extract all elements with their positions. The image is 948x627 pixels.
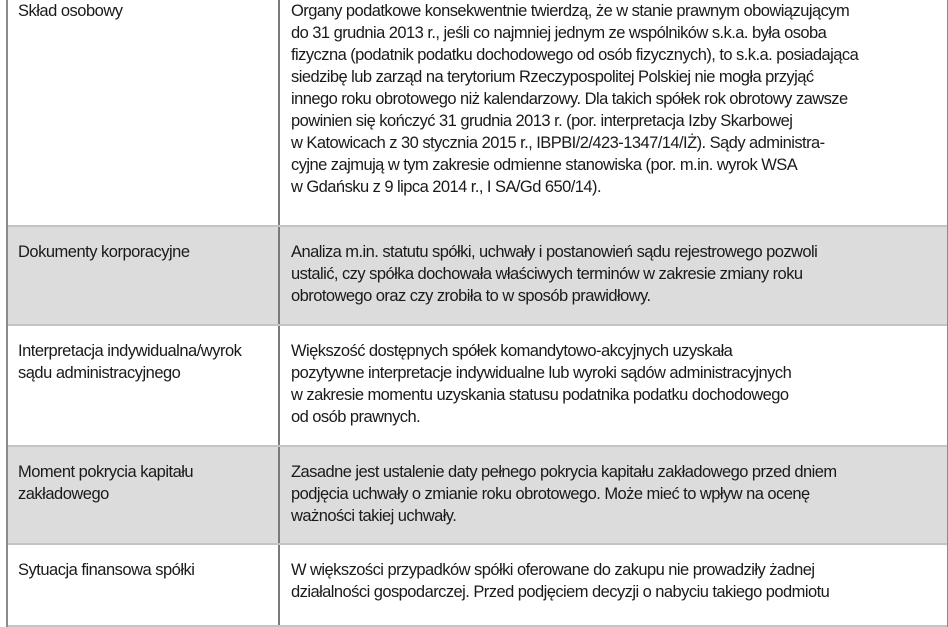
content-line: powinien się kończyć 31 grudnia 2013 r. (por. interpretacja Izby Skarbowej — [291, 112, 793, 130]
content-line: Analiza m.in. statutu spółki, uchwały i postanowień sądu rejestrowego pozwoli — [291, 243, 818, 261]
content-line: Organy podatkowe konsekwentnie twierdzą, że w stanie prawnym obowiązującym — [291, 2, 850, 20]
row-content-cell — [280, 0, 947, 225]
content-line: siedzibę lub zarząd na terytorium Rzeczypospolitej Polskiej nie mogła przyjąć — [291, 68, 814, 86]
table-row-sytuacja-finansowa — [8, 545, 947, 627]
content-line: fizyczna (podatnik podatku dochodowego od osób fizycznych), to s.k.a. posiadająca — [291, 46, 859, 64]
content-line: w Gdańsku z 9 lipca 2014 r., I SA/Gd 650/14). — [291, 178, 602, 196]
row-label: Sytuacja finansowa spółki — [18, 561, 195, 579]
content-line: W większości przypadków spółki oferowane do zakupu nie prowadziły żadnej — [291, 561, 815, 579]
content-line: w Katowicach z 30 stycznia 2015 r., IBPBI/2/423-1347/14/IŻ). Sądy administra- — [291, 134, 825, 152]
table-row-dokumenty-korporacyjne — [8, 227, 947, 326]
row-label-cell — [8, 545, 280, 625]
row-content-cell — [280, 545, 947, 625]
content-line: do 31 grudnia 2013 r., jeśli co najmniej jednym ze wspólników s.k.a. była osoba — [291, 24, 827, 42]
row-content-cell — [280, 326, 947, 445]
row-label: Dokumenty korporacyjne — [18, 243, 190, 261]
table-row-moment-pokrycia-kapitalu — [8, 447, 947, 545]
row-label-cell — [8, 227, 280, 324]
row-label: zakładowego — [18, 485, 109, 503]
table-row-interpretacja — [8, 326, 947, 447]
row-label-cell — [8, 447, 280, 543]
content-line: działalności gospodarczej. Przed podjęciem decyzji o nabyciu takiego podmiotu — [291, 583, 830, 601]
content-line: cyjne zajmują w tym zakresie odmienne stanowiska (por. m.in. wyrok WSA — [291, 156, 798, 174]
content-line: podjęcia uchwały o zmianie roku obrotowego. Może mieć to wpływ na ocenę — [291, 485, 810, 503]
row-label-cell — [8, 326, 280, 445]
content-line: Większość dostępnych spółek komandytowo-akcyjnych uzyskała — [291, 342, 733, 360]
row-label: Moment pokrycia kapitału — [18, 463, 194, 481]
row-label: Interpretacja indywidualna/wyrok — [18, 342, 242, 360]
row-label-cell — [8, 0, 280, 225]
row-label: Skład osobowy — [18, 2, 123, 20]
content-line: Zasadne jest ustalenie daty pełnego pokrycia kapitału zakładowego przed dniem — [291, 463, 837, 481]
content-line: innego roku obrotowego niż kalendarzowy. Dla takich spółek rok obrotowy zawsze — [291, 90, 848, 108]
content-line: pozytywne interpretacje indywidualne lub wyroki sądów administracyjnych — [291, 364, 792, 382]
row-content-cell — [280, 447, 947, 543]
content-line: w zakresie momentu uzyskania statusu podatnika podatku dochodowego — [291, 386, 789, 404]
table-row-sklad-osobowy — [8, 0, 947, 227]
s-k-a-due-diligence-table — [6, 0, 948, 627]
content-line: ustalić, czy spółka dochowała właściwych terminów w zakresie zmiany roku — [291, 265, 803, 283]
content-line: od osób prawnych. — [291, 408, 421, 426]
content-line: ważności takiej uchwały. — [291, 507, 457, 525]
row-label: sądu administracyjnego — [18, 364, 181, 382]
content-line: obrotowego oraz czy zrobiła to w sposób prawidłowy. — [291, 287, 651, 305]
row-content-cell — [280, 227, 947, 324]
